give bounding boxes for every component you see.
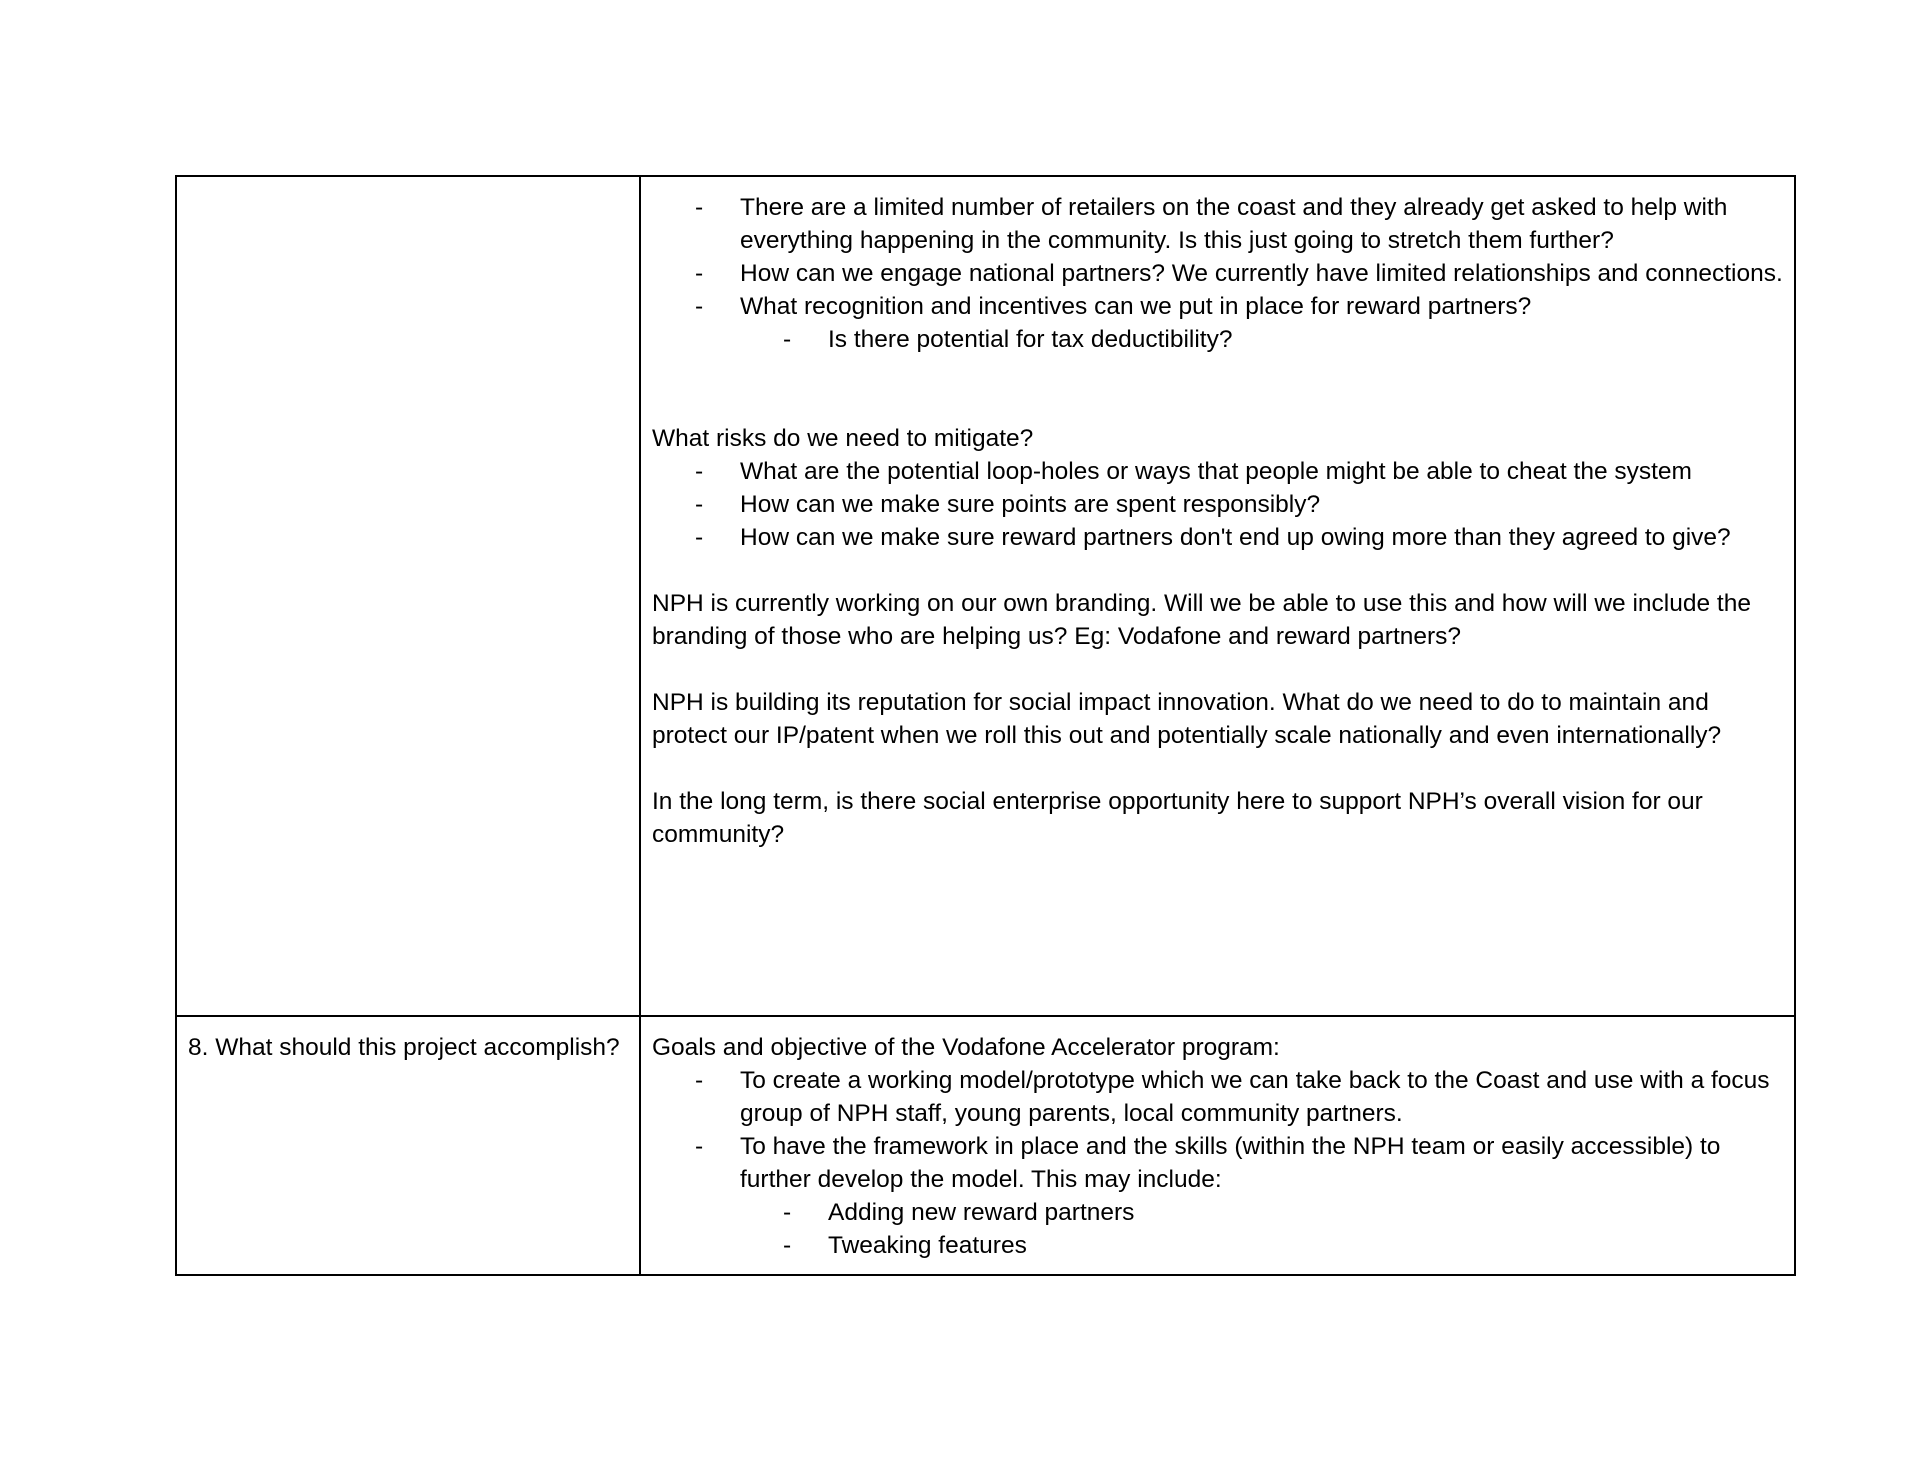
- list-item: [652, 1064, 1784, 1130]
- list-item: [652, 290, 1784, 323]
- dash-bullet: -: [695, 1133, 704, 1160]
- list-item-text: To create a working model/prototype which we can take back to the Coast and use with a focus group of NPH staff, young parents, local community partners.: [740, 1067, 1770, 1127]
- table-row: [176, 176, 1795, 1016]
- reputation-paragraph: NPH is building its reputation for social impact innovation. What do we need to do to maintain and protect our IP/patent when we roll this out and potentially scale nationally and even internationally?: [652, 689, 1722, 749]
- dash-bullet: -: [695, 260, 704, 287]
- dash-bullet: -: [783, 1199, 792, 1226]
- dash-bullet: -: [695, 458, 704, 485]
- list-item: [652, 488, 1784, 521]
- question-cell: [176, 176, 640, 1016]
- list-item-text: To have the framework in place and the skills (within the NPH team or easily accessible) to further develop the model. This may include:: [740, 1133, 1721, 1193]
- list-item-text: How can we make sure reward partners don't end up owing more than they agreed to give?: [740, 524, 1731, 551]
- list-item: [652, 521, 1784, 554]
- dash-bullet: -: [783, 1232, 792, 1259]
- dash-bullet: -: [695, 1067, 704, 1094]
- answer-cell: [640, 1016, 1795, 1275]
- dash-bullet: -: [695, 491, 704, 518]
- list-item: [652, 1130, 1784, 1196]
- dash-bullet: -: [695, 524, 704, 551]
- long-term-paragraph: In the long term, is there social enterprise opportunity here to support NPH’s overall vision for our community?: [652, 788, 1703, 848]
- dash-bullet: -: [783, 326, 792, 353]
- risks-heading: What risks do we need to mitigate?: [652, 425, 1034, 452]
- list-item: [652, 323, 1784, 356]
- question-cell: 8. What should this project accomplish?: [176, 1016, 640, 1275]
- list-item-text: What are the potential loop-holes or ways that people might be able to cheat the system: [740, 458, 1692, 485]
- list-item: [652, 455, 1784, 488]
- list-item-text: How can we make sure points are spent responsibly?: [740, 491, 1321, 518]
- list-item-text: There are a limited number of retailers on the coast and they already get asked to help with everything happening in the community. Is this just going to stretch them further?: [740, 194, 1728, 254]
- list-item-text: What recognition and incentives can we put in place for reward partners?: [740, 293, 1532, 320]
- list-item: [652, 191, 1784, 257]
- answer-cell: [640, 176, 1795, 1016]
- risks-list: [652, 455, 1784, 554]
- list-item-text: How can we engage national partners? We currently have limited relationships and connections.: [740, 260, 1783, 287]
- dash-bullet: -: [695, 293, 704, 320]
- list-item: [652, 1229, 1784, 1262]
- list-item-text: Is there potential for tax deductibility?: [828, 326, 1233, 353]
- dash-bullet: -: [695, 194, 704, 221]
- document-table: [175, 175, 1796, 1276]
- concerns-list: [652, 191, 1784, 356]
- list-item: [652, 257, 1784, 290]
- goals-heading: Goals and objective of the Vodafone Accelerator program:: [652, 1034, 1280, 1061]
- table-row: [176, 1016, 1795, 1275]
- list-item: [652, 1196, 1784, 1229]
- list-item-text: Tweaking features: [828, 1232, 1027, 1259]
- list-item-text: Adding new reward partners: [828, 1199, 1135, 1226]
- branding-paragraph: NPH is currently working on our own branding. Will we be able to use this and how will we include the branding of those who are helping us? Eg: Vodafone and reward partners?: [652, 590, 1751, 650]
- goals-list: [652, 1064, 1784, 1262]
